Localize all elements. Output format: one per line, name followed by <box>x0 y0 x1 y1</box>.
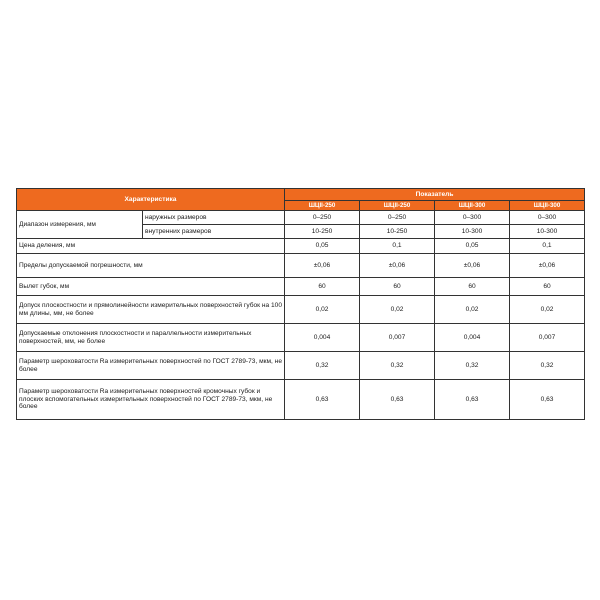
table-cell: 0,32 <box>435 352 510 380</box>
row-sublabel: наружных размеров <box>143 211 285 225</box>
header-model: ШЦII-250 <box>360 201 435 211</box>
table-cell: 60 <box>360 278 435 296</box>
row-label: Пределы допускаемой погрешности, мм <box>17 254 285 278</box>
table-row <box>17 254 585 278</box>
table-cell: 0,63 <box>435 380 510 420</box>
row-label: Вылет губок, мм <box>17 278 285 296</box>
table-cell: 10-300 <box>435 225 510 239</box>
table-cell: 0,004 <box>435 324 510 352</box>
table-row <box>17 352 585 380</box>
header-indicator: Показатель <box>285 189 585 201</box>
table-cell: ±0,06 <box>510 254 585 278</box>
header-model: ШЦII-250 <box>285 201 360 211</box>
table-cell: ±0,06 <box>360 254 435 278</box>
row-label: Диапазон измерения, мм <box>17 211 143 239</box>
table-cell: 0–300 <box>435 211 510 225</box>
specifications-table <box>16 188 585 420</box>
table-row <box>17 296 585 324</box>
table-cell: 0,63 <box>360 380 435 420</box>
table-cell: 0,02 <box>360 296 435 324</box>
row-label: Допускаемые отклонения плоскостности и параллельности измерительных поверхностей, мм, не более <box>17 324 285 352</box>
table-cell: ±0,06 <box>285 254 360 278</box>
table-cell: 0,02 <box>510 296 585 324</box>
table-row <box>17 211 585 225</box>
table-cell: 0,02 <box>435 296 510 324</box>
table-row <box>17 239 585 254</box>
table-cell: 0,63 <box>510 380 585 420</box>
table-cell: 60 <box>510 278 585 296</box>
table-cell: 0,32 <box>510 352 585 380</box>
header-model: ШЦII-300 <box>435 201 510 211</box>
header-model: ШЦII-300 <box>510 201 585 211</box>
table-cell: 0,007 <box>360 324 435 352</box>
table-cell: 0,1 <box>360 239 435 254</box>
table-cell: 0,05 <box>285 239 360 254</box>
row-label: Параметр шероховатости Ra измерительных поверхностей кромочных губок и плоских вспомогательных измерительных поверхностей по ГОСТ 2789-73, мкм, не более <box>17 380 285 420</box>
table-cell: 0,32 <box>360 352 435 380</box>
table-cell: 10-300 <box>510 225 585 239</box>
table-cell: 0–250 <box>285 211 360 225</box>
row-label: Цена деления, мм <box>17 239 285 254</box>
table-cell: 0,05 <box>435 239 510 254</box>
table-row <box>17 324 585 352</box>
table-cell: 0,1 <box>510 239 585 254</box>
table-cell: 60 <box>435 278 510 296</box>
row-sublabel: внутренних размеров <box>143 225 285 239</box>
row-label: Параметр шероховатости Ra измерительных поверхностей по ГОСТ 2789-73, мкм, не более <box>17 352 285 380</box>
table-cell: 0,63 <box>285 380 360 420</box>
table-cell: 0,02 <box>285 296 360 324</box>
table-cell: ±0,06 <box>435 254 510 278</box>
table-cell: 0,32 <box>285 352 360 380</box>
table-row <box>17 278 585 296</box>
table-cell: 0–250 <box>360 211 435 225</box>
table-cell: 10-250 <box>285 225 360 239</box>
header-characteristic: Характеристика <box>17 189 285 211</box>
table-cell: 0–300 <box>510 211 585 225</box>
table-cell: 0,007 <box>510 324 585 352</box>
table-cell: 0,004 <box>285 324 360 352</box>
table-cell: 10-250 <box>360 225 435 239</box>
row-label: Допуск плоскостности и прямолинейности измерительных поверхностей губок на 100 мм длины, мм, не более <box>17 296 285 324</box>
table-row <box>17 380 585 420</box>
table-cell: 60 <box>285 278 360 296</box>
